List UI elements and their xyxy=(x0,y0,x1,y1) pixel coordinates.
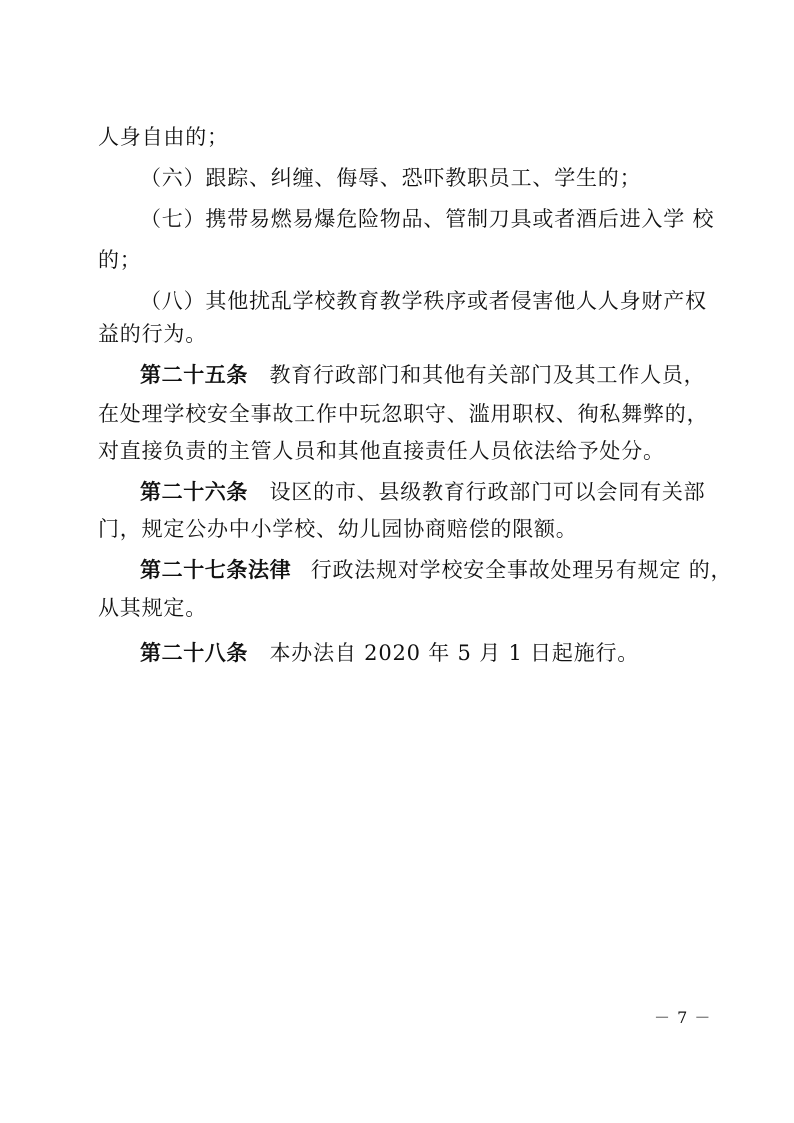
article-25-line3: 对直接负责的主管人员和其他直接责任人员依法给予处分。 xyxy=(98,439,665,463)
article-text: 本办法自 2020 年 5 月 1 日起施行。 xyxy=(269,641,640,665)
article-27-line2: 从其规定。 xyxy=(98,596,207,620)
article-25-line1 xyxy=(140,359,705,391)
page-number: － 7 － xyxy=(654,1008,712,1027)
article-26-line2: 门，规定公办中小学校、幼儿园协商赔偿的限额。 xyxy=(98,517,578,541)
article-text: 行政法规对学校安全事故处理另有规定 的， xyxy=(310,558,733,582)
article-heading: 第二十八条 xyxy=(140,641,248,665)
article-heading: 第二十七条法律 xyxy=(140,558,292,582)
list-item-seven: （七）携带易燃易爆危险物品、管制刀具或者酒后进入学 校 xyxy=(140,207,715,231)
article-heading: 第二十五条 xyxy=(140,363,248,387)
list-item-six: （六）跟踪、纠缠、侮辱、恐吓教职员工、学生的； xyxy=(140,166,642,190)
article-text: 教育行政部门和其他有关部门及其工作人员， xyxy=(269,363,706,387)
article-text: 设区的市、县级教育行政部门可以会同有关部 xyxy=(269,480,706,504)
article-27-line1 xyxy=(140,554,732,586)
text-line: 的； xyxy=(98,248,142,272)
article-26-line1 xyxy=(140,476,705,508)
text-line: 益的行为。 xyxy=(98,322,207,346)
list-item-eight: （八）其他扰乱学校教育教学秩序或者侵害他人人身财产权 xyxy=(140,289,707,313)
article-25-line2: 在处理学校安全事故工作中玩忽职守、滥用职权、徇私舞弊的， xyxy=(98,402,709,426)
article-heading: 第二十六条 xyxy=(140,480,248,504)
article-28-line1 xyxy=(140,637,639,669)
text-line: 人身自由的； xyxy=(98,125,229,149)
